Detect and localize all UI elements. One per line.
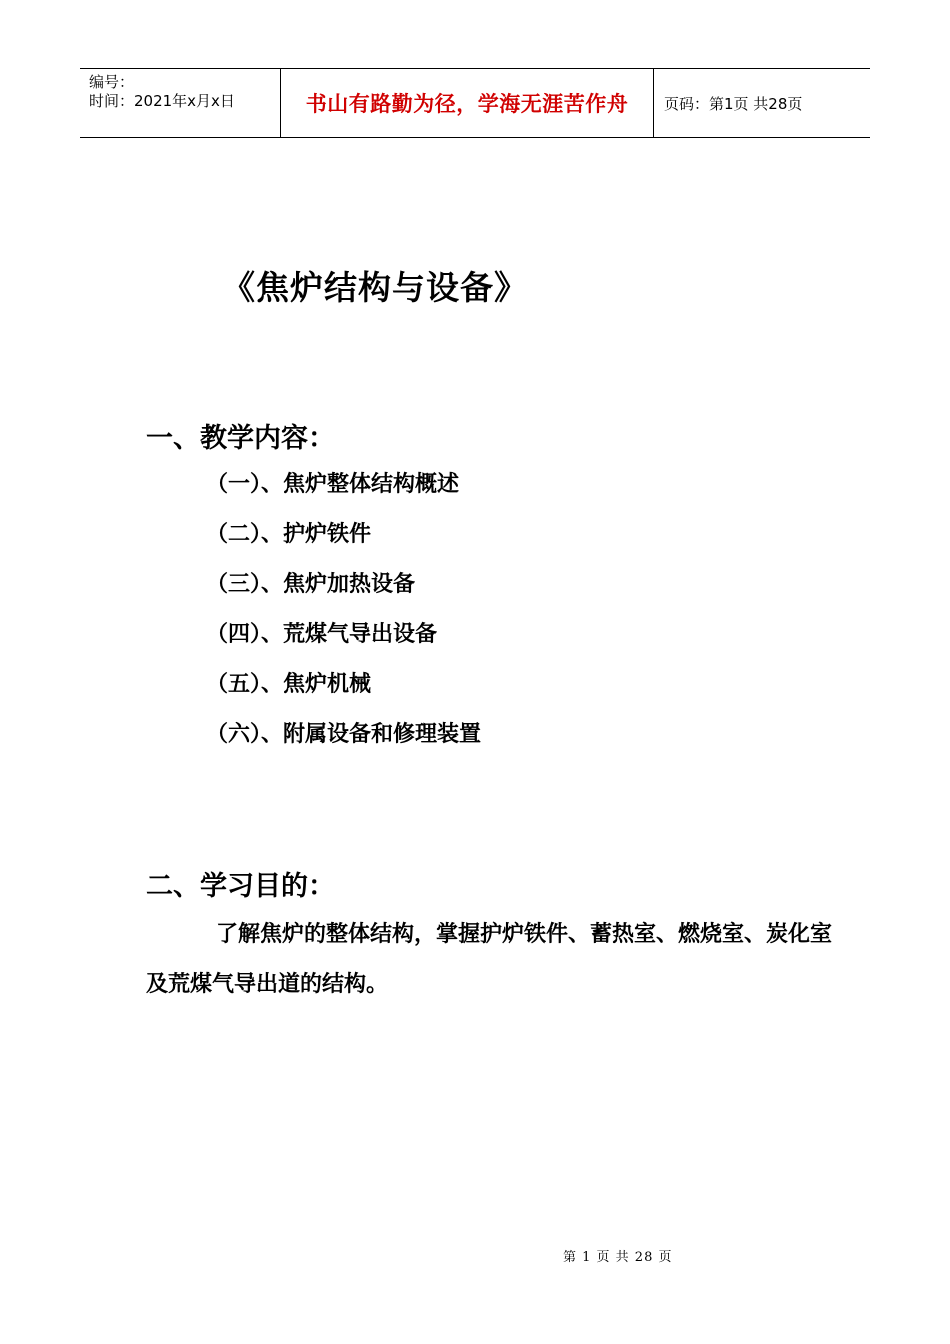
document-title: 《焦炉结构与设备》 bbox=[222, 268, 528, 307]
list-item: （四）、荒煤气导出设备 bbox=[206, 621, 438, 647]
footer-page-number: 第 1 页 共 28 页 bbox=[563, 1250, 673, 1265]
header-motto-cell bbox=[281, 69, 654, 137]
teaching-content-list bbox=[206, 466, 481, 766]
header-page-info: 页码：第1页 共28页 bbox=[664, 94, 803, 113]
list-item: （二）、护炉铁件 bbox=[206, 521, 372, 547]
header-page-cell bbox=[654, 69, 870, 137]
list-item: （一）、焦炉整体结构概述 bbox=[206, 471, 460, 497]
learning-goals-paragraph: 了解焦炉的整体结构，掌握护炉铁件、蓄热室、燃烧室、炭化室及荒煤气导出道的结构。 bbox=[146, 921, 833, 997]
section-heading-teaching-content: 一、教学内容： bbox=[146, 423, 335, 454]
header-meta-cell bbox=[80, 69, 281, 137]
time-label: 时间：2021年x月x日 bbox=[89, 92, 235, 110]
page-header bbox=[80, 68, 870, 138]
serial-number-label: 编号： bbox=[89, 73, 135, 91]
motto-text: 书山有路勤为径，学海无涯苦作舟 bbox=[305, 91, 629, 116]
list-item: （三）、焦炉加热设备 bbox=[206, 571, 416, 597]
list-item: （六）、附属设备和修理装置 bbox=[206, 721, 482, 747]
list-item: （五）、焦炉机械 bbox=[206, 671, 372, 697]
section-heading-learning-goals: 二、学习目的： bbox=[146, 871, 335, 902]
